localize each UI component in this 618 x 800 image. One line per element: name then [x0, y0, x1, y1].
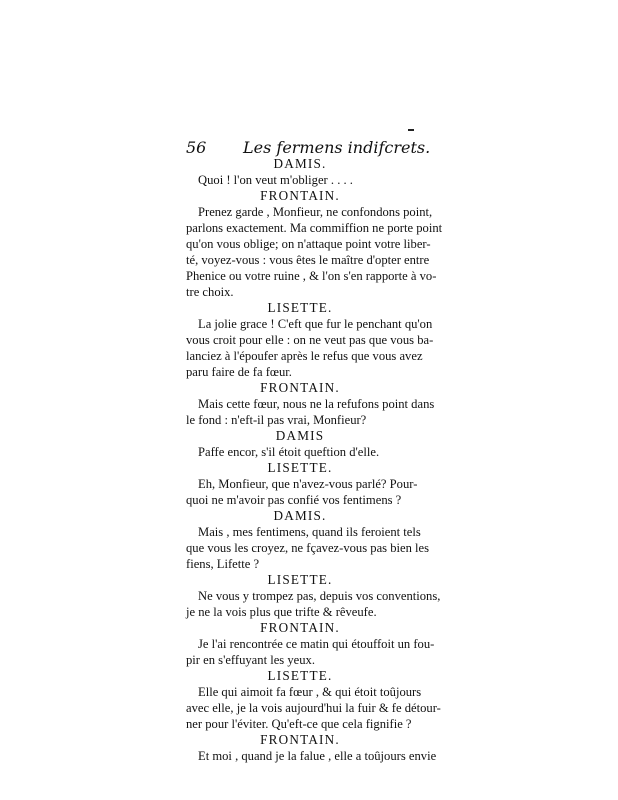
speaker-name: LISETTE. [267, 668, 333, 683]
text-line: Mais , mes fentimens, quand ils feroient tels [198, 525, 421, 539]
text-line: Et moi , quand je la falue , elle a toûjours envie [198, 749, 437, 763]
text-line: paru faire de fa fœur. [186, 365, 292, 379]
text-line: je ne la vois plus que trifte & rêveufe. [186, 605, 377, 619]
text-line: ner pour l'éviter. Qu'eft-ce que cela fignifie ? [186, 717, 412, 731]
dialogue-text [186, 156, 443, 764]
text-line: lanciez à l'époufer après le refus que vous avez [186, 349, 423, 363]
page-number: 56 [186, 138, 207, 157]
text-line: le fond : n'eft-il pas vrai, Monfieur? [186, 413, 367, 427]
speaker-name: FRONTAIN. [260, 380, 340, 395]
speaker-name: DAMIS. [273, 156, 327, 171]
text-line: que vous les croyez, ne fçavez-vous pas bien les [186, 541, 430, 555]
text-line: Mais cette fœur, nous ne la refufons point dans [198, 397, 435, 411]
text-line: vous croit pour elle : on ne veut pas que vous ba- [186, 333, 434, 347]
text-line: Ne vous y trompez pas, depuis vos conventions, [198, 589, 441, 603]
text-line: Paffe encor, s'il étoit queftion d'elle. [198, 445, 380, 459]
text-line: Prenez garde , Monfieur, ne confondons point, [198, 205, 433, 219]
page-header [186, 138, 431, 158]
speaker-name: DAMIS. [273, 508, 327, 523]
running-title: Les fermens indifcrets. [243, 138, 431, 157]
text-line: La jolie grace ! C'eft que fur le penchant qu'on [198, 317, 433, 331]
text-line: fiens, Lifette ? [186, 557, 260, 571]
text-line: quoi ne m'avoir pas confié vos fentimens ? [186, 493, 402, 507]
text-line: Quoi ! l'on veut m'obliger . . . . [198, 173, 353, 187]
speaker-name: FRONTAIN. [260, 732, 340, 747]
text-line: Eh, Monfieur, que n'avez-vous parlé? Pour- [198, 477, 418, 491]
text-line: tre choix. [186, 285, 234, 299]
speaker-name: DAMIS [275, 428, 325, 443]
text-line: pir en s'effuyant les yeux. [186, 653, 315, 667]
text-line: Phenice ou votre ruine , & l'on s'en rapporte à vo- [186, 269, 437, 283]
text-line: parlons exactement. Ma commiffion ne porte point [186, 221, 443, 235]
speaker-name: FRONTAIN. [260, 188, 340, 203]
ink-mark [408, 129, 414, 131]
speaker-name: LISETTE. [267, 460, 333, 475]
text-line: té, voyez-vous : vous êtes le maître d'opter entre [186, 253, 430, 267]
text-line: avec elle, je la vois aujourd'hui la fuir & fe détour- [186, 701, 441, 715]
text-line: Je l'ai rencontrée ce matin qui étouffoit un fou- [198, 637, 435, 651]
speaker-name: LISETTE. [267, 572, 333, 587]
text-line: qu'on vous oblige; on n'attaque point votre liber- [186, 237, 431, 251]
speaker-name: LISETTE. [267, 300, 333, 315]
text-line: Elle qui aimoit fa fœur , & qui étoit toûjours [198, 685, 422, 699]
speaker-name: FRONTAIN. [260, 620, 340, 635]
